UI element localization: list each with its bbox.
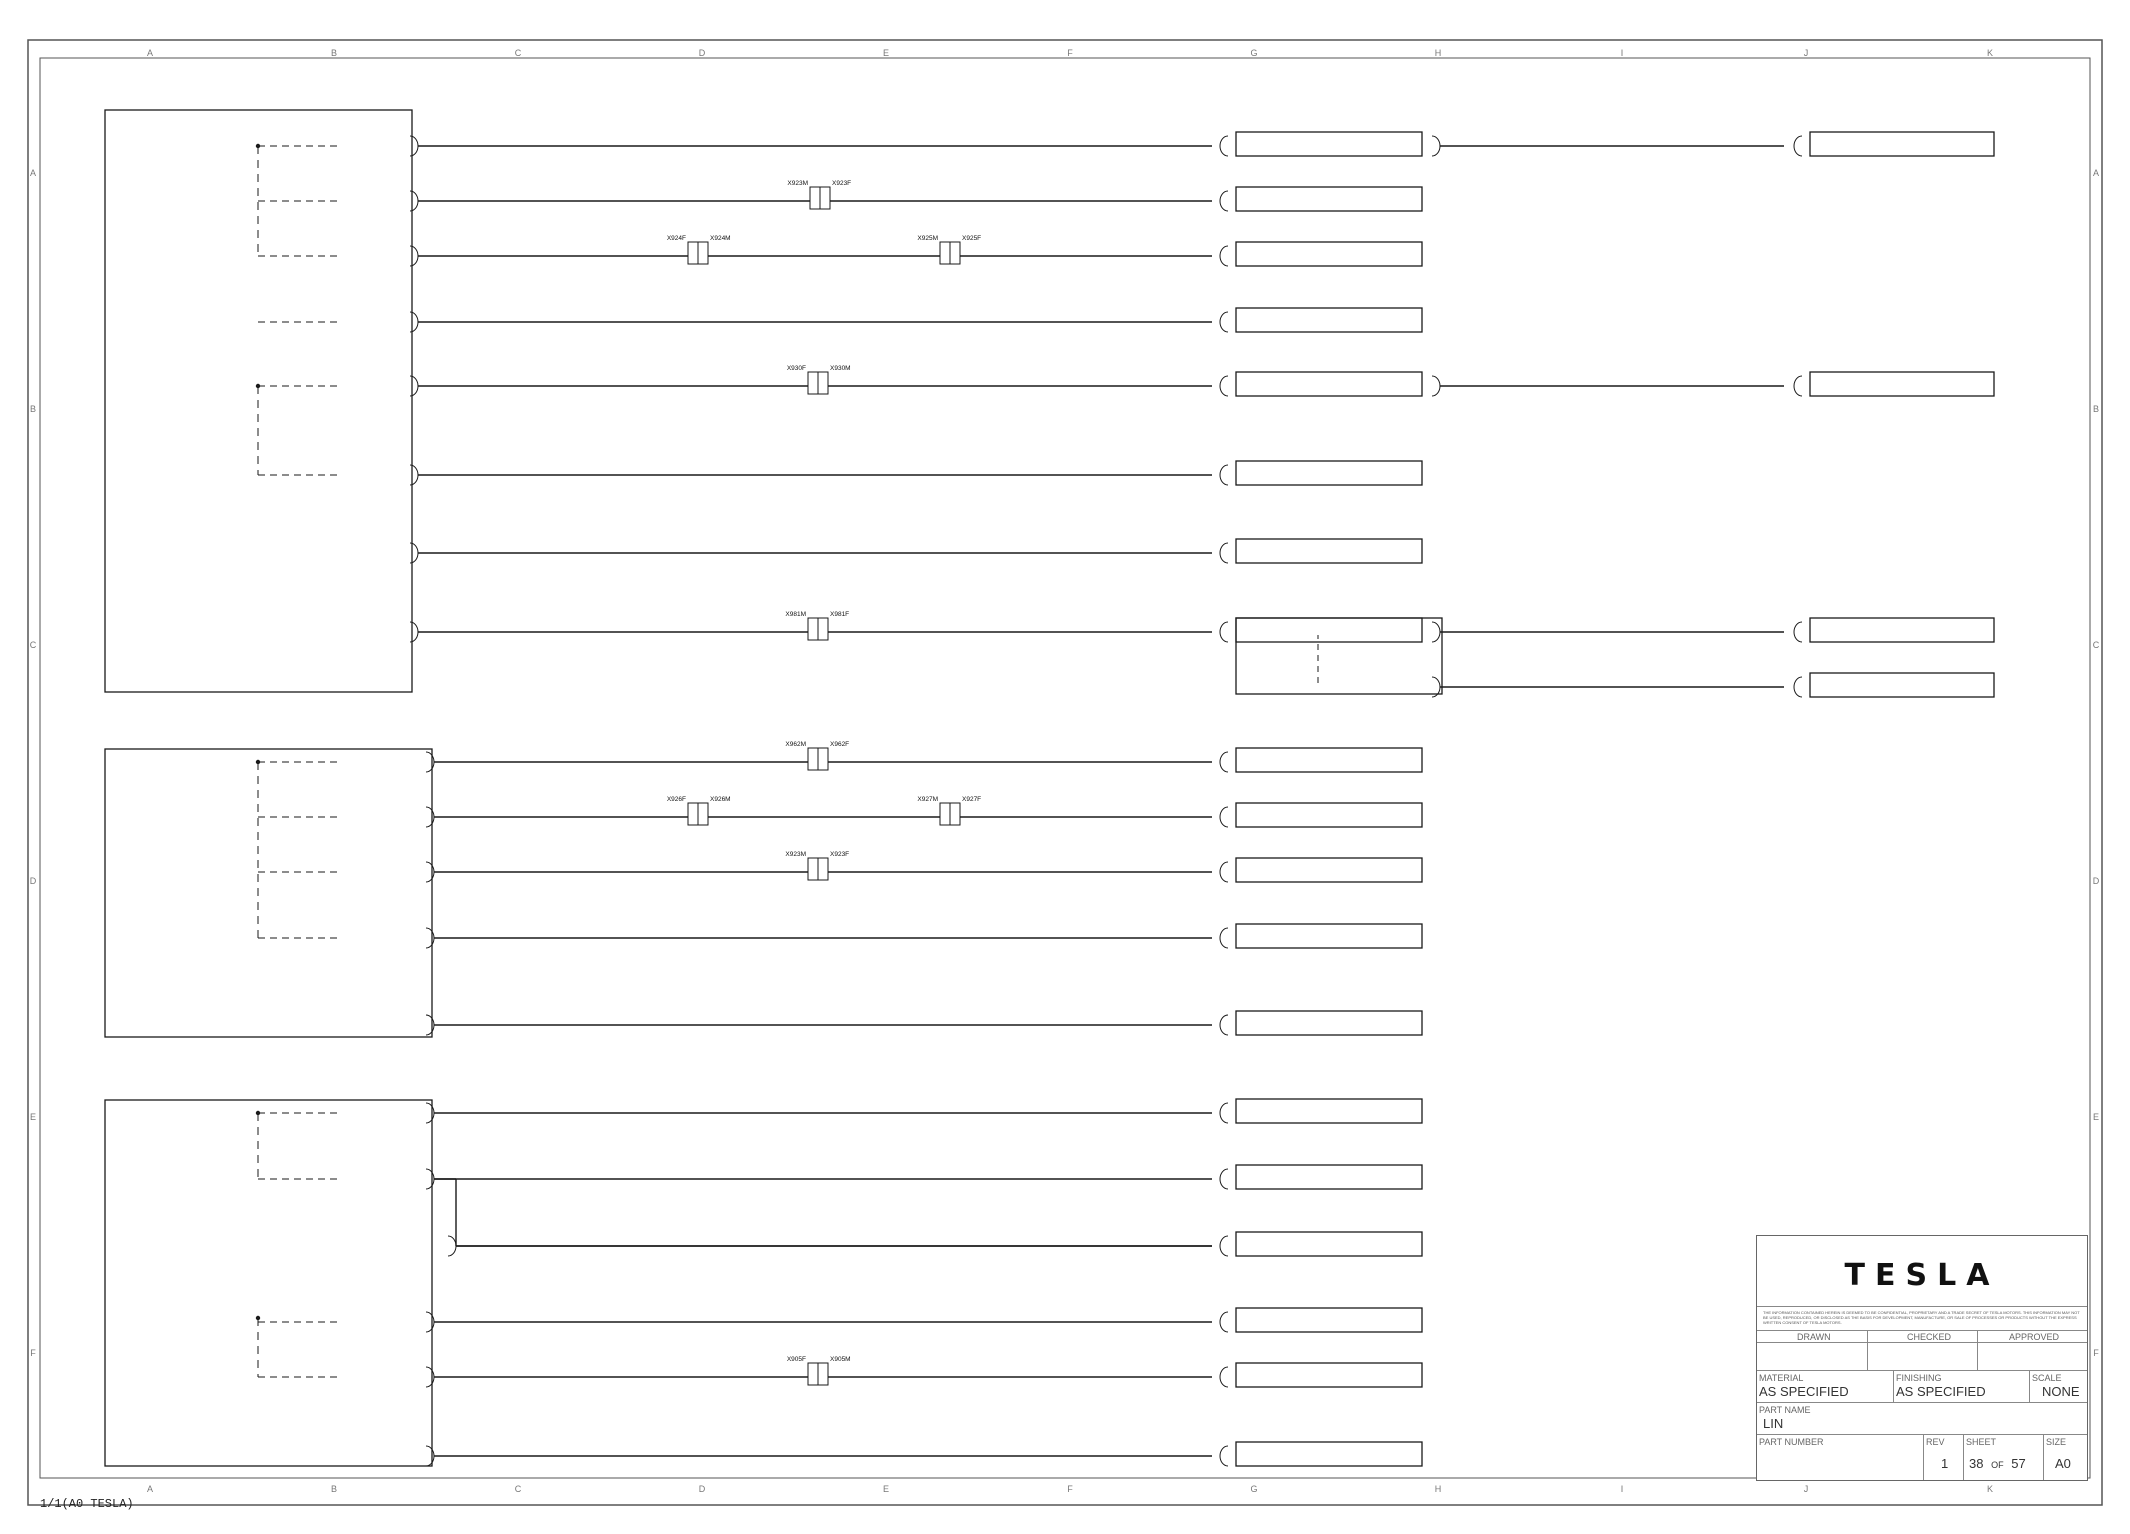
circuit-row <box>1318 635 1994 697</box>
device-connector <box>1220 1312 1228 1332</box>
sheet-value: 38 <box>1969 1456 1984 1471</box>
circuit-row <box>258 235 1422 266</box>
inline-connector-label: X923M <box>785 851 806 858</box>
grid-col-top: C <box>514 48 522 58</box>
grid-col-bottom: B <box>330 1484 338 1494</box>
circuit-row <box>448 1232 1422 1256</box>
grid-col-bottom: E <box>882 1484 890 1494</box>
grid-row-right: A <box>2092 168 2100 178</box>
part-name-value: LIN <box>1763 1416 1784 1431</box>
sheet-label: SHEET <box>1966 1437 1997 1447</box>
finishing-value: AS SPECIFIED <box>1896 1384 1986 1399</box>
inline-connector-label: X926M <box>710 796 731 803</box>
inline-connector-label: X981M <box>785 611 806 618</box>
inline-connector-label: X925M <box>917 235 938 242</box>
finishing-label: FINISHING <box>1896 1373 1942 1383</box>
inline-connector-label: X905F <box>786 1356 806 1363</box>
device-connector <box>1220 465 1228 485</box>
device-box <box>1236 1099 1422 1123</box>
grid-row-left: D <box>29 876 37 886</box>
device-box <box>1236 1232 1422 1256</box>
device-connector <box>1220 376 1228 396</box>
circuit-row <box>410 611 1994 642</box>
circuit-row <box>426 1442 1422 1466</box>
inline-connector-label: X930F <box>786 365 806 372</box>
splice-node <box>256 1316 260 1320</box>
size-label: SIZE <box>2046 1437 2067 1447</box>
grid-col-bottom: I <box>1620 1484 1624 1494</box>
tesla-logo: TESLA <box>1844 1258 2000 1293</box>
inline-connector-label: X923M <box>787 180 808 187</box>
device-connector <box>1794 622 1802 642</box>
grid-row-left: B <box>29 404 37 414</box>
device-connector <box>1220 1236 1228 1256</box>
inline-connector-label: X930M <box>830 365 851 372</box>
device-box <box>1236 372 1422 396</box>
inline-connector-label: X927M <box>917 796 938 803</box>
sheet-number <box>1969 1456 2026 1471</box>
grid-col-top: J <box>1803 48 1809 58</box>
device-connector <box>1220 807 1228 827</box>
splice-node <box>256 384 260 388</box>
grid-col-top: K <box>1986 48 1994 58</box>
device-box <box>1810 618 1994 642</box>
size-value: A0 <box>2055 1456 2071 1471</box>
device-connector <box>1794 376 1802 396</box>
device-connector <box>1220 928 1228 948</box>
device-box <box>1236 132 1422 156</box>
device-connector <box>1220 136 1228 156</box>
grid-col-top: I <box>1620 48 1624 58</box>
grid-row-right: E <box>2092 1112 2100 1122</box>
device-box <box>1236 539 1422 563</box>
device-box <box>1236 1442 1422 1466</box>
inline-connector-label: X923F <box>830 851 850 858</box>
grid-row-left: A <box>29 168 37 178</box>
splice-node <box>256 1111 260 1115</box>
circuit-row <box>258 308 1422 332</box>
scale-label: SCALE <box>2032 1373 2062 1383</box>
device-box <box>1236 1011 1422 1035</box>
device-box <box>1236 187 1422 211</box>
grid-row-right: F <box>2093 1348 2099 1358</box>
device-box <box>1810 132 1994 156</box>
connector-end <box>1432 136 1440 156</box>
material-label: MATERIAL <box>1759 1373 1804 1383</box>
device-box <box>1810 372 1994 396</box>
device-connector <box>1220 752 1228 772</box>
device-box <box>1236 803 1422 827</box>
splice-node <box>256 760 260 764</box>
circuit-row <box>410 539 1422 563</box>
checked-label: CHECKED <box>1907 1332 1952 1342</box>
inline-connector-label: X925F <box>962 235 982 242</box>
inline-connector-label: X927F <box>962 796 982 803</box>
sheet-total: 57 <box>2011 1456 2026 1471</box>
device-box <box>1236 308 1422 332</box>
inline-connector-label: X924M <box>710 235 731 242</box>
circuit-row <box>258 461 1422 485</box>
device-box <box>1236 618 1422 642</box>
grid-row-right: D <box>2092 876 2100 886</box>
device-connector <box>1220 1446 1228 1466</box>
grid-row-left: E <box>29 1112 37 1122</box>
grid-col-bottom: D <box>698 1484 706 1494</box>
device-connector <box>1794 136 1802 156</box>
device-box <box>1236 1363 1422 1387</box>
inline-connector-label: X981F <box>830 611 850 618</box>
grid-row-right: B <box>2092 404 2100 414</box>
inline-connector-label: X962M <box>785 741 806 748</box>
device-connector <box>1220 1103 1228 1123</box>
grid-col-bottom: A <box>146 1484 154 1494</box>
grid-col-top: F <box>1067 48 1073 58</box>
device-connector <box>1220 622 1228 642</box>
title-block <box>1756 1235 2088 1481</box>
inline-connector-label: X924F <box>666 235 686 242</box>
grid-row-left: C <box>29 640 37 650</box>
device-box <box>1236 748 1422 772</box>
controller-bcr <box>105 749 432 1037</box>
sheet-footer: 1/1(A0 TESLA) <box>40 1497 134 1511</box>
inline-connector-label: X926F <box>666 796 686 803</box>
connector-end <box>1432 622 1440 642</box>
inline-connector-label: X962F <box>830 741 850 748</box>
part-number-label: PART NUMBER <box>1759 1437 1824 1447</box>
device-connector <box>1220 246 1228 266</box>
circuit-row <box>258 365 1994 396</box>
connector-end <box>1432 376 1440 396</box>
grid-col-top: G <box>1250 48 1258 58</box>
device-connector <box>1220 312 1228 332</box>
device-connector <box>1220 862 1228 882</box>
controller-bcf <box>105 1100 432 1466</box>
controllers <box>105 110 432 1466</box>
device-connector <box>1220 1367 1228 1387</box>
rev-value: 1 <box>1941 1456 1949 1471</box>
grid-row-right: C <box>2092 640 2100 650</box>
device-box <box>1236 858 1422 882</box>
device-box <box>1236 1308 1422 1332</box>
circuit-row <box>258 741 1422 772</box>
drawn-label: DRAWN <box>1797 1332 1831 1342</box>
device-connector <box>1220 1169 1228 1189</box>
approved-label: APPROVED <box>2009 1332 2060 1342</box>
connector-end <box>448 1236 456 1256</box>
material-value: AS SPECIFIED <box>1759 1384 1849 1399</box>
grid-col-top: D <box>698 48 706 58</box>
grid-col-top: H <box>1434 48 1442 58</box>
circuit-row <box>258 132 1994 156</box>
device-box <box>1236 461 1422 485</box>
inline-connector-label: X905M <box>830 1356 851 1363</box>
device-box <box>1236 242 1422 266</box>
controller-box <box>105 1100 432 1466</box>
circuit-row <box>258 180 1422 211</box>
rev-label: REV <box>1926 1437 1945 1447</box>
device-connector <box>1220 1015 1228 1035</box>
grid-col-bottom: K <box>1986 1484 1994 1494</box>
grid-col-bottom: C <box>514 1484 522 1494</box>
grid-col-bottom: F <box>1067 1484 1073 1494</box>
inline-connector-label: X923F <box>832 180 852 187</box>
grid-col-bottom: G <box>1250 1484 1258 1494</box>
grid-col-top: B <box>330 48 338 58</box>
circuits <box>256 132 1997 1466</box>
splice-node <box>256 144 260 148</box>
device-connector <box>1220 191 1228 211</box>
grid-col-bottom: H <box>1434 1484 1442 1494</box>
grid-row-left: F <box>30 1348 36 1358</box>
grid-col-top: A <box>146 48 154 58</box>
controller-box <box>105 749 432 1037</box>
grid-col-top: E <box>882 48 890 58</box>
grid-col-bottom: J <box>1803 1484 1809 1494</box>
scale-value: NONE <box>2042 1384 2080 1399</box>
device-box <box>1236 1165 1422 1189</box>
confidential-notice: THE INFORMATION CONTAINED HEREIN IS DEEMED TO BE CONFIDENTIAL, PROPRIETARY AND A TRADE SECRET OF TESLA MOTORS. THIS INFORMATION MAY NOT BE USED, REPRODUCED, OR DISCLOSED AS THE BASIS FOR DEVELOPMENT, MANUFACTURE, OR SALE OF PROCESSES OR PRODUCTS WITHOUT THE EXPRESS WRITTEN CONSENT OF TESLA MOTORS. <box>1763 1310 2080 1325</box>
device-connector <box>1220 543 1228 563</box>
sheet-of: OF <box>1991 1460 2004 1470</box>
device-box <box>1810 673 1994 697</box>
device-box <box>1236 924 1422 948</box>
device-connector <box>1794 677 1802 697</box>
part-name-label: PART NAME <box>1759 1405 1811 1415</box>
circuit-row <box>426 1011 1422 1035</box>
